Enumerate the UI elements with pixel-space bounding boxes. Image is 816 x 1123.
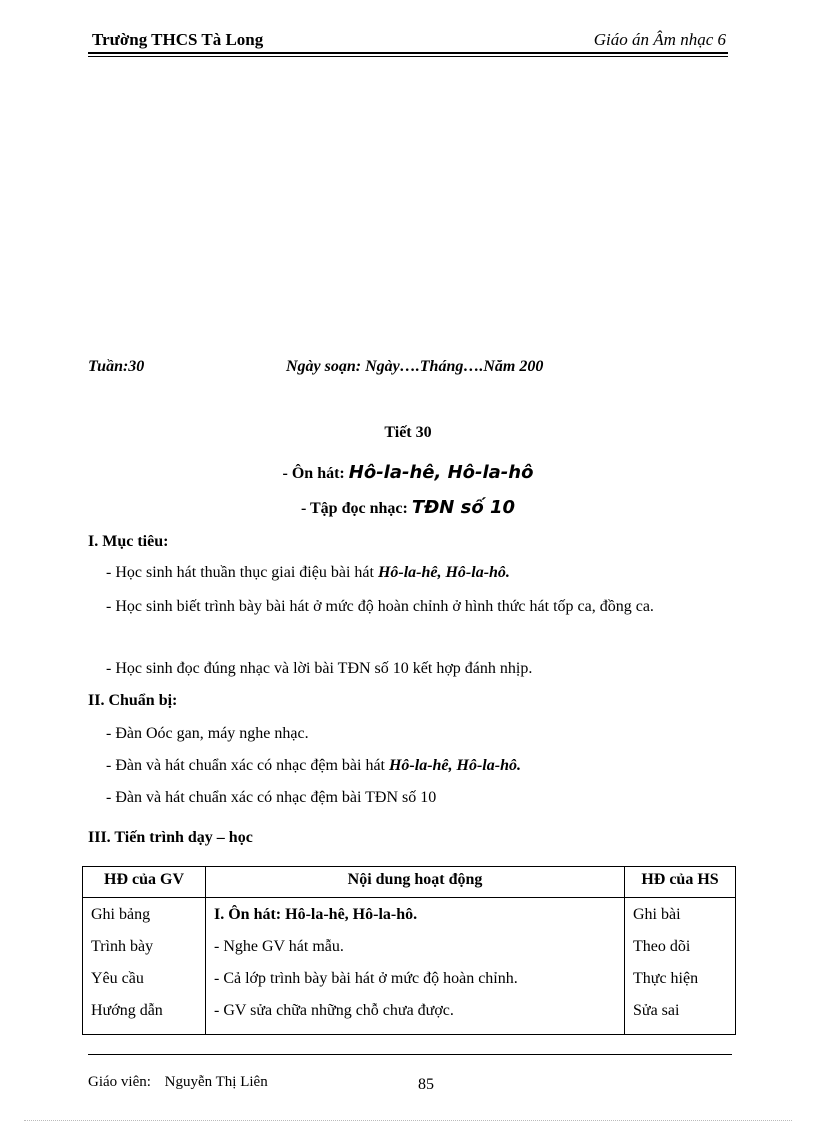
objective-1-song: Hô-la-hê, Hô-la-hô.	[377, 564, 510, 581]
student-activities-cell	[625, 898, 736, 1035]
lesson-item-review-prefix: - Ôn hát:	[282, 465, 345, 482]
activity-table	[82, 866, 736, 1035]
table-row	[83, 898, 736, 1035]
lesson-item-review	[0, 462, 816, 483]
preparation-2-song: Hô-la-hê, Hô-la-hô.	[388, 757, 521, 774]
page-number: 85	[418, 1076, 434, 1093]
footer-teacher	[88, 1074, 268, 1091]
preparation-1: - Đàn Oóc gan, máy nghe nhạc.	[106, 725, 309, 742]
content-item: - Cả lớp trình bày bài hát ở mức độ hoàn chỉnh.	[214, 970, 518, 987]
objective-3: - Học sinh đọc đúng nhạc và lời bài TĐN số 10 kết hợp đánh nhịp.	[106, 660, 533, 677]
header-rule	[88, 52, 728, 54]
section-objectives-heading: I. Mục tiêu:	[88, 533, 169, 550]
page-bottom-border	[24, 1120, 792, 1121]
content-item: - Nghe GV hát mẫu.	[214, 938, 344, 955]
preparation-2-text: - Đàn và hát chuẩn xác có nhạc đệm bài hát	[106, 757, 389, 774]
student-activity: Theo dõi	[633, 938, 691, 955]
lesson-item-sight-reading	[0, 497, 816, 518]
teacher-activities-cell	[83, 898, 206, 1035]
preparation-3: - Đàn và hát chuẩn xác có nhạc đệm bài TĐN số 10	[106, 789, 437, 806]
objective-1	[106, 564, 510, 582]
header-rule-thin	[88, 56, 728, 57]
content-item: - GV sửa chữa những chỗ chưa được.	[214, 1002, 454, 1019]
objective-2: - Học sinh biết trình bày bài hát ở mức độ hoàn chỉnh ở hình thức hát tốp ca, đồng ca.	[106, 598, 654, 615]
table-header-content: Nội dung hoạt động	[206, 867, 625, 898]
footer-teacher-name: Nguyễn Thị Liên	[164, 1074, 268, 1090]
teacher-activity: Ghi bảng	[91, 906, 151, 923]
date-label: Ngày soạn: Ngày….Tháng….Năm 200	[286, 358, 544, 375]
week-label: Tuần:30	[88, 358, 145, 375]
lesson-item-sight-reading-song: TĐN số 10	[411, 497, 516, 518]
footer-rule	[88, 1054, 732, 1055]
footer-teacher-label: Giáo viên:	[88, 1074, 151, 1090]
table-header-teacher: HĐ của GV	[83, 867, 206, 898]
section-preparation-heading: II. Chuẩn bị:	[88, 692, 178, 709]
content-cell	[206, 898, 625, 1035]
student-activity: Sửa sai	[633, 1002, 680, 1019]
lesson-item-sight-reading-prefix: - Tập đọc nhạc:	[300, 500, 408, 517]
objective-1-text: - Học sinh hát thuần thục giai điệu bài hát	[106, 564, 378, 581]
content-heading: I. Ôn hát: Hô-la-hê, Hô-la-hô.	[214, 906, 418, 923]
teacher-activity: Hướng dẫn	[91, 1002, 163, 1019]
teacher-activity: Trình bày	[91, 938, 154, 955]
teacher-activity: Yêu cầu	[91, 970, 144, 987]
student-activity: Thực hiện	[633, 970, 699, 987]
lesson-item-review-song: Hô-la-hê, Hô-la-hô	[348, 462, 534, 483]
header-school: Trường THCS Tà Long	[92, 30, 264, 49]
header-subject: Giáo án Âm nhạc 6	[593, 30, 726, 49]
student-activity: Ghi bài	[633, 906, 681, 923]
table-header-row	[83, 867, 736, 898]
preparation-2	[106, 757, 521, 775]
section-process-heading: III. Tiến trình dạy – học	[88, 829, 253, 846]
table-header-student: HĐ của HS	[625, 867, 736, 898]
lesson-title: Tiết 30	[384, 424, 432, 441]
